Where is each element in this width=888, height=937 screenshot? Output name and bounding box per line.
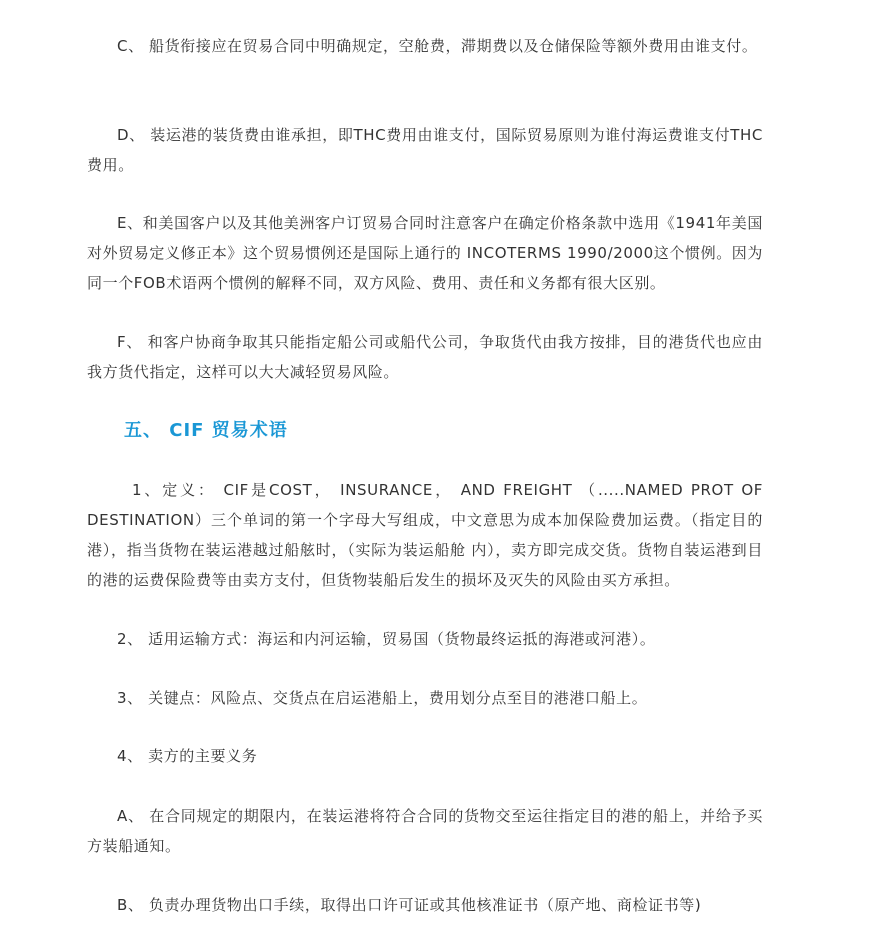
paragraph-c: C、 船货衔接应在贸易合同中明确规定，空舱费，滞期费以及仓储保险等额外费用由谁支付。 <box>117 37 758 55</box>
cif-seller-duties-title: 4、 卖方的主要义务 <box>117 747 258 765</box>
cif-duty-a: A、 在合同规定的期限内，在装运港将符合合同的货物交至运往指定目的港的船上，并给予买方装船通知。 <box>87 807 763 855</box>
cif-definition: 1、定义： CIF是COST， INSURANCE， AND FREIGHT （.....NAMED PROT OF DESTINATION）三个单词的第一个字母大写组成，中文意思为成本加保险费加运费。（指定目的港），指当货物在装运港越过船舷时，（实际为装运船舱 内），卖方即完成交货。货物自装运港到目的港的运费保险费等由卖方支付，但货物装船后发生的损坏及灭失的风险由买方承担。 <box>87 481 763 589</box>
cif-key-point: 3、 关键点：风险点、交货点在启运港船上，费用划分点至目的港港口船上。 <box>117 689 648 707</box>
cif-transport-mode: 2、 适用运输方式：海运和内河运输，贸易国（货物最终运抵的海港或河港）。 <box>117 630 656 648</box>
cif-duty-b: B、 负责办理货物出口手续，取得出口许可证或其他核准证书（原产地、商检证书等) <box>117 896 702 914</box>
section-heading-cif: 五、 CIF 贸易术语 <box>124 420 288 441</box>
paragraph-f: F、 和客户协商争取其只能指定船公司或船代公司，争取货代由我方按排，目的港货代也应由我方货代指定，这样可以大大减轻贸易风险。 <box>87 333 763 381</box>
paragraph-e: E、和美国客户以及其他美洲客户订贸易合同时注意客户在确定价格条款中选用《1941年美国对外贸易定义修正本》这个贸易惯例还是国际上通行的 INCOTERMS 1990/2000这个惯例。因为同一个FOB术语两个惯例的解释不同，双方风险、费用、责任和义务都有很大区别。 <box>87 214 763 292</box>
paragraph-d: D、 装运港的装货费由谁承担，即THC费用由谁支付，国际贸易原则为谁付海运费谁支付THC费用。 <box>87 126 763 174</box>
